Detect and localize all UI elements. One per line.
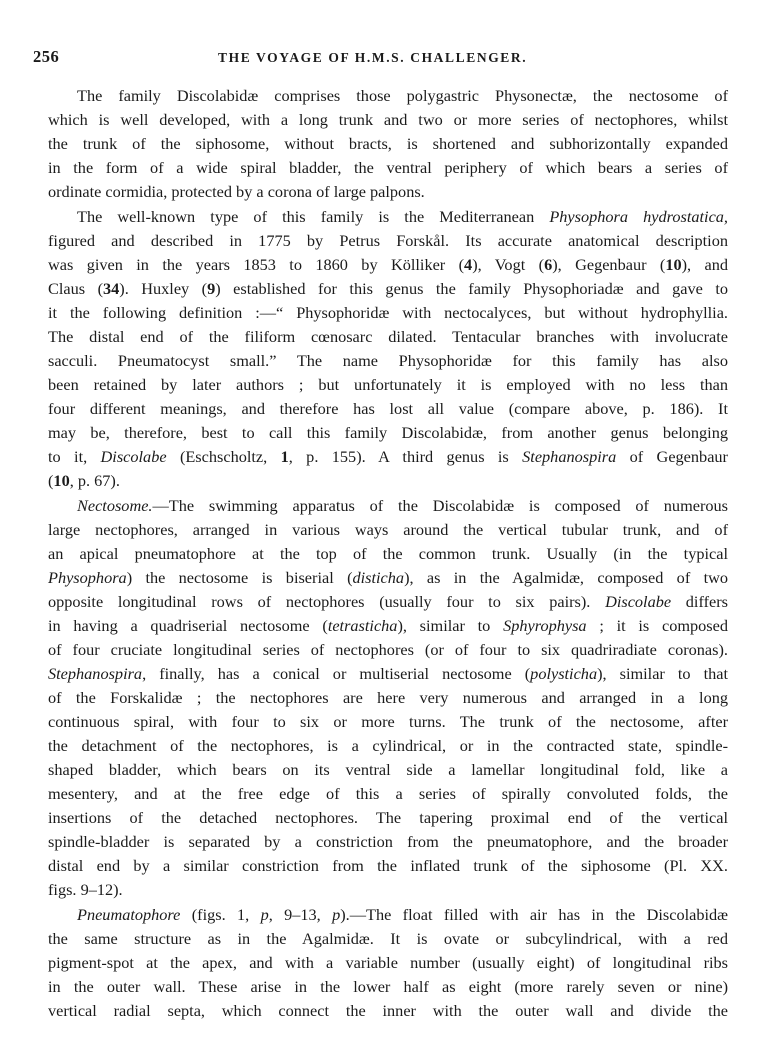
text-segment: it the following definition :—“ Physophoridæ with nectocalyces, but without hydrophyllia.	[48, 303, 728, 322]
text-segment: vertical radial septa, which connect the inner with the outer wall and divide the	[48, 1001, 728, 1020]
text-segment: pigment-spot at the apex, and with a variable number (usually eight) of longitudinal ribs	[48, 953, 728, 972]
text-line	[48, 397, 728, 421]
text-segment: of the Forskalidæ ; the nectophores are here very numerous and arranged in a long	[48, 688, 728, 707]
text-line	[48, 878, 728, 902]
text-line	[48, 229, 728, 253]
text-line	[77, 494, 728, 518]
text-line	[48, 325, 728, 349]
text-segment: was given in the years 1853 to 1860 by Kölliker (	[48, 255, 465, 274]
text-segment: (	[48, 471, 54, 490]
text-segment: may be, therefore, best to call this family Discolabidæ, from another genus belonging	[48, 423, 728, 442]
text-line	[48, 710, 728, 734]
text-segment: —The swimming apparatus of the Discolabidæ is composed of numerous	[152, 496, 728, 515]
text-line	[48, 518, 728, 542]
text-segment: (Eschscholtz,	[166, 447, 281, 466]
text-line	[48, 301, 728, 325]
text-segment: , p. 155). A third genus is	[288, 447, 523, 466]
text-line	[48, 614, 728, 638]
text-line	[48, 951, 728, 975]
text-line	[48, 445, 728, 469]
text-segment: ordinate cormidia, protected by a corona of large palpons.	[48, 182, 425, 201]
text-segment: ). Huxley (	[119, 279, 208, 298]
text-segment: ) established for this genus the family Physophoriadæ and gave to	[215, 279, 729, 298]
running-title: THE VOYAGE OF H.M.S. CHALLENGER.	[218, 50, 528, 65]
text-segment: 34	[103, 279, 120, 298]
text-segment: Physophora	[48, 568, 127, 587]
text-segment: distal end by a similar constriction from the inflated trunk of the siphosome (Pl. XX.	[48, 856, 728, 875]
text-line	[77, 903, 728, 927]
text-line	[48, 638, 728, 662]
text-segment: The well-known type of this family is the Mediterranean	[77, 207, 550, 226]
text-line	[48, 277, 728, 301]
text-segment: The distal end of the filiform cœnosarc dilated. Tentacular branches with involucrate	[48, 327, 728, 346]
text-segment: (figs. 1,	[180, 905, 261, 924]
text-line	[48, 686, 728, 710]
text-segment: Nectosome.	[77, 496, 153, 515]
text-segment: 10	[53, 471, 70, 490]
text-segment: which is well developed, with a long trunk and two or more series of nectophores, whilst	[48, 110, 728, 129]
text-line	[48, 132, 728, 156]
text-segment: The family Discolabidæ comprises those polygastric Physonectæ, the nectosome of	[77, 86, 728, 105]
text-segment: p	[260, 905, 269, 924]
text-line	[48, 469, 728, 493]
text-segment: Discolabe	[100, 447, 167, 466]
text-segment: the detachment of the nectophores, is a cylindrical, or in the contracted state, spindle-	[48, 736, 728, 755]
text-segment: 9	[207, 279, 216, 298]
text-line	[48, 758, 728, 782]
text-segment: , finally, has a conical or multiserial nectosome (	[142, 664, 531, 683]
text-segment: figured and described in 1775 by Petrus Forskål. Its accurate anatomical description	[48, 231, 728, 250]
text-segment: ), as in the Agalmidæ, composed of two	[404, 568, 729, 587]
text-segment: ), Vogt (	[472, 255, 545, 274]
text-segment: the same structure as in the Agalmidæ. It is ovate or subcylindrical, with a red	[48, 929, 728, 948]
text-segment: ), and	[681, 255, 728, 274]
text-line	[48, 421, 728, 445]
text-segment: figs. 9–12).	[48, 880, 123, 899]
text-segment: in the form of a wide spiral bladder, the ventral periphery of which bears a series of	[48, 158, 728, 177]
text-line	[48, 349, 728, 373]
text-segment: spindle-bladder is separated by a constriction from the pneumatophore, and the broader	[48, 832, 728, 851]
text-segment: the trunk of the siphosome, without bracts, is shortened and subhorizontally expanded	[48, 134, 728, 153]
text-segment: Physophora hydrostatica,	[549, 207, 729, 226]
text-line	[48, 854, 728, 878]
text-segment: , p. 67).	[69, 471, 120, 490]
text-segment: sacculi. Pneumatocyst small.” The name Physophoridæ for this family has also	[48, 351, 728, 370]
text-line	[48, 156, 728, 180]
text-line	[48, 927, 728, 951]
text-line	[48, 806, 728, 830]
text-segment: opposite longitudinal rows of nectophores (usually four to six pairs).	[48, 592, 606, 611]
text-line	[48, 590, 728, 614]
text-segment: Stephanospira	[48, 664, 143, 683]
text-segment: Stephanospira	[522, 447, 617, 466]
text-line	[48, 830, 728, 854]
text-line	[48, 975, 728, 999]
text-segment: , 9–13,	[268, 905, 333, 924]
text-segment: ) the nectosome is biserial (	[126, 568, 353, 587]
text-line	[48, 734, 728, 758]
text-segment: ), similar to	[397, 616, 504, 635]
text-segment: 4	[464, 255, 473, 274]
text-segment: of four cruciate longitudinal series of nectophores (or of four to six quadriradiate coronas).	[48, 640, 728, 659]
text-segment: mesentery, and at the free edge of this a series of spirally convoluted folds, the	[48, 784, 728, 803]
text-segment: 10	[665, 255, 682, 274]
text-segment: 6	[544, 255, 553, 274]
text-segment: Pneumatophore	[77, 905, 181, 924]
text-segment: been retained by later authors ; but unfortunately it is employed with no less than	[48, 375, 728, 394]
text-segment: ), Gegenbaur (	[552, 255, 666, 274]
text-line	[48, 180, 728, 204]
text-segment: p	[332, 905, 341, 924]
text-line	[48, 566, 728, 590]
text-segment: shaped bladder, which bears on its ventral side a lamellar longitudinal fold, like a	[48, 760, 728, 779]
text-segment: Sphyrophysa	[503, 616, 587, 635]
text-segment: polysticha	[530, 664, 598, 683]
text-segment: differs	[671, 592, 728, 611]
text-segment: in the outer wall. These arise in the lower half as eight (more rarely seven or nine)	[48, 977, 728, 996]
text-segment: Discolabe	[605, 592, 672, 611]
page-number: 256	[33, 47, 60, 66]
text-segment: Claus (	[48, 279, 103, 298]
text-line	[48, 373, 728, 397]
text-segment: ; it is composed	[586, 616, 728, 635]
text-line	[48, 999, 728, 1023]
text-line	[48, 108, 728, 132]
text-segment: large nectophores, arranged in various ways around the vertical tubular trunk, and of	[48, 520, 728, 539]
text-segment: four different meanings, and therefore has lost all value (compare above, p. 186). It	[48, 399, 728, 418]
text-segment: 1	[280, 447, 289, 466]
text-segment: to it,	[48, 447, 101, 466]
text-segment: insertions of the detached nectophores. The tapering proximal end of the vertical	[48, 808, 728, 827]
text-line	[48, 782, 728, 806]
text-line	[77, 205, 728, 229]
text-line	[48, 662, 728, 686]
text-segment: disticha	[352, 568, 405, 587]
text-segment: ), similar to that	[597, 664, 729, 683]
text-segment: continuous spiral, with four to six or more turns. The trunk of the nectosome, after	[48, 712, 728, 731]
text-segment: tetrasticha	[327, 616, 398, 635]
text-segment: in having a quadriserial nectosome (	[48, 616, 328, 635]
text-segment: ).—The float filled with air has in the Discolabidæ	[340, 905, 729, 924]
text-line	[48, 542, 728, 566]
text-segment: of Gegenbaur	[616, 447, 728, 466]
text-line	[48, 253, 728, 277]
text-line	[77, 84, 728, 108]
text-segment: an apical pneumatophore at the top of the common trunk. Usually (in the typical	[48, 544, 728, 563]
